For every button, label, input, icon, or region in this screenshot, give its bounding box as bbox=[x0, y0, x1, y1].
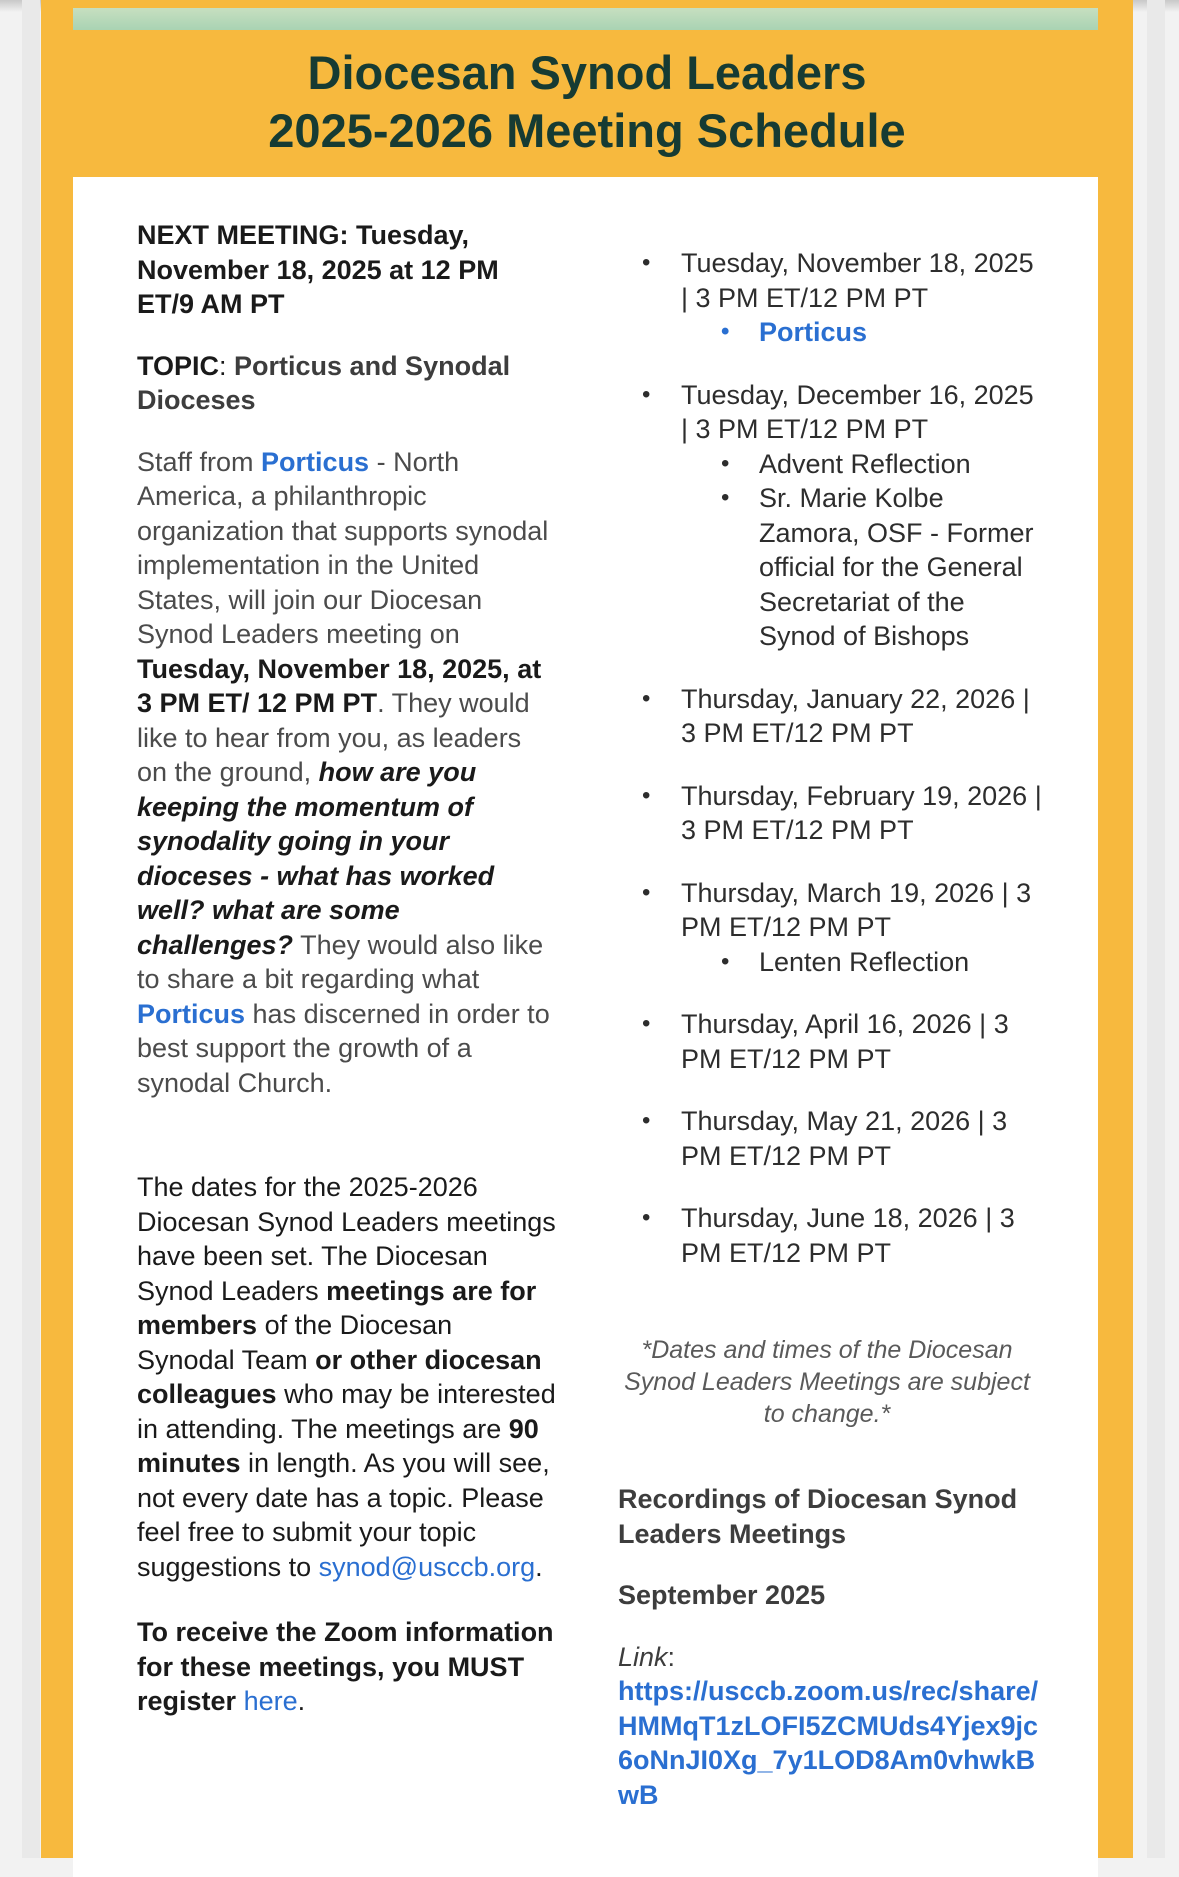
dates-text-4: in length. As you will see, not every date has a topic. Please feel free to submit your topic suggestions to bbox=[137, 1448, 550, 1582]
schedule-date: Thursday, January 22, 2026 | 3 PM ET/12 PM PT bbox=[681, 683, 1030, 748]
schedule-sub-item: • Sr. Marie Kolbe Zamora, OSF - Former official for the General Secretariat of the Synod of Bishops bbox=[681, 481, 1048, 654]
email-link[interactable]: synod@usccb.org bbox=[318, 1551, 536, 1582]
intro-date: Tuesday, November 18, 2025, at 3 PM ET/ 12 PM PT bbox=[137, 653, 542, 718]
schedule-sub-list bbox=[681, 447, 1048, 654]
right-margin bbox=[1147, 0, 1165, 1858]
dates-text-3: who may be interested in attending. The meetings are bbox=[137, 1379, 556, 1444]
dates-bold-3: 90 minutes bbox=[137, 1413, 539, 1478]
schedule-list bbox=[618, 246, 1048, 1270]
schedule-item bbox=[618, 1201, 1048, 1270]
next-meeting: NEXT MEETING: Tuesday, November 18, 2025 at 12 PM ET/9 AM PT bbox=[137, 220, 499, 319]
schedule-date: Thursday, February 19, 2026 | 3 PM ET/12 PM PT bbox=[681, 780, 1042, 845]
intro-text-5: has discerned in order to best support the growth of a synodal Church. bbox=[137, 998, 550, 1098]
title-line-1: Diocesan Synod Leaders bbox=[307, 46, 867, 99]
dates-paragraph bbox=[137, 1170, 557, 1584]
left-margin bbox=[22, 0, 40, 1858]
recordings-section bbox=[618, 1482, 1048, 1812]
dates-text-2: of the Diocesan Synodal Team bbox=[137, 1310, 453, 1375]
schedule-item bbox=[618, 682, 1048, 751]
intro-text-1: Staff from bbox=[137, 446, 262, 477]
schedule-column bbox=[618, 246, 1048, 1298]
schedule-date: Thursday, May 21, 2026 | 3 PM ET/12 PM PT bbox=[681, 1106, 1008, 1171]
schedule-date: Tuesday, December 16, 2025 | 3 PM ET/12 PM PT bbox=[681, 379, 1034, 444]
dates-text-5: . bbox=[535, 1551, 543, 1582]
intro-text-2: - North America, a philanthropic organization that supports synodal implementation in the United States, will join our Diocesan Synod Leaders meeting on bbox=[137, 446, 549, 649]
schedule-date: Thursday, June 18, 2026 | 3 PM ET/12 PM PT bbox=[681, 1203, 1015, 1268]
intro-text-4: They would also like to share a bit regarding what bbox=[137, 929, 544, 994]
schedule-item bbox=[618, 378, 1048, 654]
schedule-item bbox=[618, 246, 1048, 350]
schedule-sub-list bbox=[681, 315, 1048, 350]
recording-link-label bbox=[618, 1640, 1048, 1675]
schedule-sub-item: • Advent Reflection bbox=[681, 447, 1048, 482]
porticus-link[interactable]: Porticus bbox=[261, 446, 370, 477]
page-title bbox=[41, 44, 1133, 160]
zoom-paragraph bbox=[137, 1615, 557, 1719]
intro-question: how are you keeping the momentum of synodality going in your dioceses - what has worked well? what are some challenges? bbox=[137, 757, 495, 960]
title-line-2: 2025-2026 Meeting Schedule bbox=[268, 104, 906, 157]
schedule-sub-item[interactable]: • Porticus bbox=[681, 315, 1048, 350]
schedule-note: *Dates and times of the Diocesan Synod Leaders Meetings are subject to change.* bbox=[624, 1336, 1030, 1428]
intro-paragraph bbox=[137, 445, 557, 1101]
topic-colon: : bbox=[219, 350, 235, 381]
link-label-text: Link bbox=[618, 1641, 668, 1672]
header-accent-bar bbox=[73, 8, 1098, 30]
schedule-sub-item: • Lenten Reflection bbox=[681, 945, 1048, 980]
register-here-link[interactable]: here bbox=[243, 1686, 298, 1716]
topic-value: Porticus and Synodal Dioceses bbox=[137, 350, 511, 415]
dates-text-1: The dates for the 2025-2026 Diocesan Synod Leaders meetings have been set. The Diocesan Synod Leaders bbox=[137, 1172, 556, 1306]
link-colon: : bbox=[667, 1641, 676, 1672]
schedule-date: Thursday, April 16, 2026 | 3 PM ET/12 PM PT bbox=[681, 1009, 1009, 1074]
recording-url-link[interactable]: https://usccb.zoom.us/rec/share/HMMqT1zLOFI5ZCMUds4Yjex9jc6oNnJI0Xg_7y1LOD8Am0vhwkBwB bbox=[618, 1676, 1039, 1810]
topic-line bbox=[137, 349, 557, 418]
schedule-date: Tuesday, November 18, 2025 | 3 PM ET/12 PM PT bbox=[681, 248, 1034, 313]
porticus-link-2[interactable]: Porticus bbox=[137, 998, 246, 1029]
intro-text-3: . They would like to hear from you, as leaders on the ground, bbox=[137, 688, 530, 787]
dates-bold-1: meetings are for members bbox=[137, 1275, 537, 1340]
schedule-item bbox=[618, 779, 1048, 848]
schedule-sub-list bbox=[681, 945, 1048, 980]
schedule-item bbox=[618, 1007, 1048, 1076]
zoom-text: To receive the Zoom information for these meetings, you MUST register bbox=[137, 1617, 554, 1716]
recording-month: September 2025 bbox=[618, 1580, 826, 1610]
schedule-item bbox=[618, 1104, 1048, 1173]
schedule-date: Thursday, March 19, 2026 | 3 PM ET/12 PM PT bbox=[681, 877, 1032, 942]
topic-label: TOPIC bbox=[137, 350, 220, 381]
schedule-item bbox=[618, 876, 1048, 980]
recordings-heading: Recordings of Diocesan Synod Leaders Meetings bbox=[618, 1484, 1018, 1549]
zoom-end: . bbox=[297, 1686, 306, 1716]
left-column bbox=[137, 218, 557, 1719]
dates-bold-2: or other diocesan colleagues bbox=[137, 1344, 542, 1409]
